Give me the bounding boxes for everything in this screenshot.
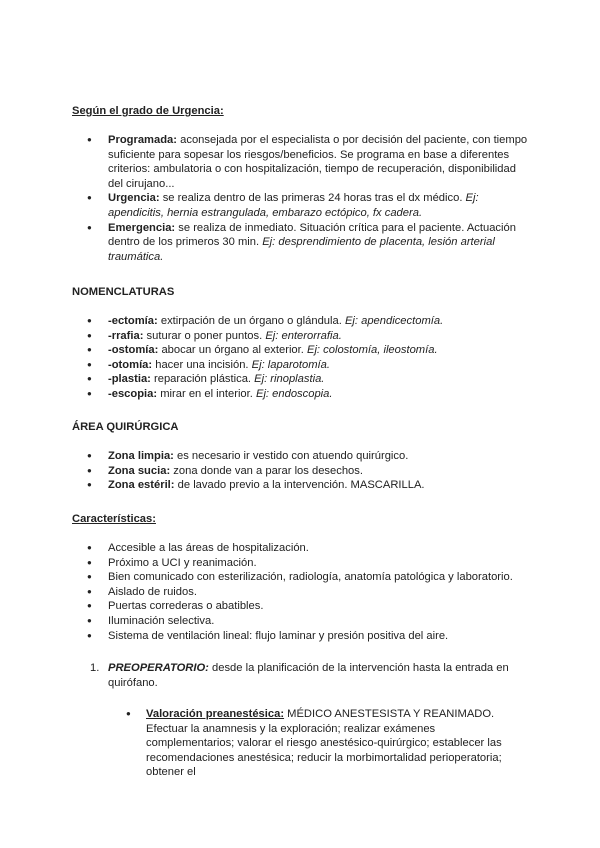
definition: extirpación de un órgano o glándula. [157,315,345,327]
urgencia-heading: Según el grado de Urgencia: [72,105,224,117]
list-item: ● Próximo a UCI y reanimación. [72,556,542,571]
example: Ej: apendicitis, hernia estrangulada, embarazo ectópico, fx cadera. [108,192,479,219]
example: Ej: colostomía, ileostomía. [306,344,438,357]
list-item [72,358,532,373]
definition: suturar o poner puntos. [143,329,266,342]
term: -ostomía: [108,344,159,357]
definition: de lavado previo a la intervención. MASCARILLA. [174,479,425,492]
term: -rrafia: [108,329,144,342]
definition: hacer una incisión. [152,358,252,371]
list-item: ● Aislado de ruidos. [72,585,542,600]
example: Ej: enterorrafia. [265,329,342,342]
caracteristicas-list [72,541,542,643]
list-item [72,314,532,329]
definition: es necesario ir vestido con atuendo quirúrgico. [173,450,409,462]
example: Ej: apendicectomía. [344,315,444,327]
list-item [72,478,532,493]
preoperatorio-paragraph [108,661,528,690]
list-item [72,464,532,479]
area-list [72,449,532,493]
nomenclaturas-heading: NOMENCLATURAS [72,286,175,298]
example: Ej: endoscopia. [255,387,333,400]
caracteristicas-heading: Características: [72,513,156,525]
list-item [72,191,532,220]
definition: reparación plástica. [150,373,255,386]
valoracion-text: MÉDICO ANESTESISTA Y REANIMADO. Efectuar la anamnesis y la exploración; realizar exámenes complementarios; valorar el riesgo anestésico-quirúrgico; establecer las recomendaciones anestésica; reducir la morbimortalidad perioperatoria; obtener el [146,708,502,779]
term: -otomía: [108,358,153,371]
example: Ej: laparotomía. [251,358,330,371]
list-item [72,343,532,358]
preoperatorio-number: 1. [90,662,100,674]
list-item: ● Sistema de ventilación lineal: flujo laminar y presión positiva del aire. [72,629,542,644]
term: -ectomía: [108,315,158,327]
list-item [72,329,532,344]
definition: aconsejada por el especialista o por decisión del paciente, con tiempo suficiente para sopesar los riesgos/beneficios. Se programa en base a diferentes criterios: ambulatoria o con hospitalización, tiempo de recuperación, disponibilidad del cirujano... [108,134,528,190]
term: Emergencia: [108,221,176,234]
definition: se realiza de inmediato. Situación crítica para el paciente. Actuación dentro de los primeros 30 min. [108,221,516,249]
term: -plastia: [108,373,151,386]
definition: abocar un órgano al exterior. [158,344,307,357]
valoracion-term: Valoración preanestésica: [146,708,285,720]
preoperatorio-sublist [126,707,526,780]
nomenclaturas-list [72,314,532,402]
urgencia-list [72,133,532,264]
term: Zona sucia: [108,464,171,477]
list-item: ● Iluminación selectiva. [72,614,542,629]
list-item [72,133,532,191]
term: Programada: [108,134,178,146]
definition: se realiza dentro de las primeras 24 horas tras el dx médico. [159,192,466,205]
area-heading: ÁREA QUIRÚRGICA [72,421,179,433]
list-item: ● Accesible a las áreas de hospitalización. [72,541,542,556]
list-item [72,221,532,265]
example: Ej: desprendimiento de placenta, lesión arterial traumática. [108,236,495,263]
list-item [72,449,532,464]
definition: mirar en el interior. [157,387,256,400]
preoperatorio-term: PREOPERATORIO: [108,662,209,674]
example: Ej: rinoplastia. [254,373,325,386]
list-item: ● Bien comunicado con esterilización, radiología, anatomía patológica y laboratorio. [72,570,542,585]
term: Urgencia: [108,192,160,205]
term: Zona limpia: [108,450,174,462]
preoperatorio-text: desde la planificación de la intervención hasta la entrada en quirófano. [108,662,509,689]
list-item [126,707,526,780]
list-item [72,372,532,387]
definition: zona donde van a parar los desechos. [170,464,363,477]
term: Zona estéril: [108,479,175,492]
list-item: ● Puertas correderas o abatibles. [72,599,542,614]
term: -escopia: [108,387,158,400]
list-item [72,387,532,402]
